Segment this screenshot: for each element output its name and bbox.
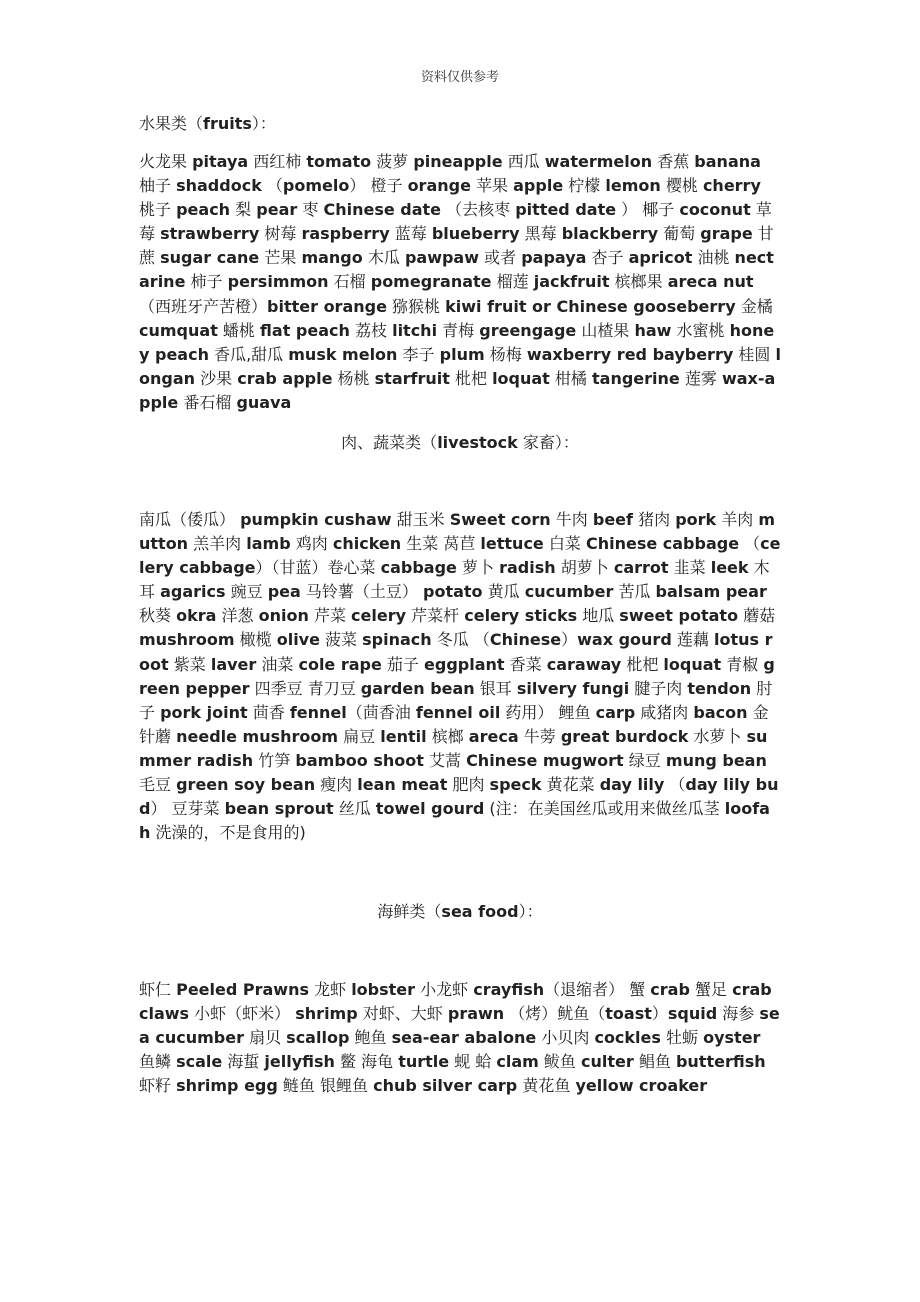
english-term: sugar cane [160,248,260,268]
english-term: sea cucumber [139,1004,780,1048]
english-term: mutton [139,510,776,554]
english-term: jellyfish [264,1052,335,1072]
english-term: shrimp egg [176,1076,278,1096]
english-term: cole rape [298,654,382,674]
english-term: guava [236,392,292,412]
english-term: yellow croaker [575,1076,708,1096]
seafood-heading-end: ）： [518,902,543,921]
english-term: okra [176,606,217,626]
english-term: garden bean [360,678,475,698]
english-term: Peeled Prawns [176,980,309,999]
english-term: agarics [160,582,226,602]
english-term: turtle [398,1052,450,1072]
english-term: day lily bud [139,775,779,819]
english-term: needle mushroom [176,726,339,746]
english-term: pork [675,510,717,529]
english-term: apple [513,176,564,196]
english-term: cucumber [524,582,614,602]
english-term: musk melon [288,344,398,364]
english-term: greengage [479,320,577,340]
english-term: Sweet corn [449,510,551,529]
english-term: leek [710,558,749,578]
english-term: waxberry red bayberry [526,344,734,364]
english-term: spinach [362,630,432,650]
english-term: jackfruit [533,272,610,292]
english-term: eggplant [424,654,505,674]
english-term: persimmon [227,272,329,292]
english-term: Chinese date [323,200,442,220]
english-term: blueberry [431,224,520,244]
english-term: cockles [594,1028,661,1048]
english-term: scallop [286,1028,350,1048]
english-term: loquat [663,654,722,674]
english-term: scale [176,1052,223,1072]
english-term: honey peach [139,320,775,364]
english-term: mango [301,248,363,268]
english-term: longan [139,344,781,388]
english-term: wax-apple [139,368,776,412]
english-term: Chinese mugwort [466,750,624,770]
english-term: Chinese cabbage [585,534,740,554]
seafood-heading-zh: 海鲜类（ [377,902,442,921]
english-term: pitaya [192,152,249,171]
seafood-heading-en: sea food [441,902,519,921]
english-term: butterfish [675,1052,766,1072]
english-term: chub silver carp [373,1076,518,1096]
english-term: pineapple [413,152,503,171]
english-term: nectarine [139,248,774,292]
english-term: summer radish [139,726,768,770]
english-term: crab [650,980,690,999]
english-term: green pepper [139,654,775,698]
english-term: shaddock [176,176,262,196]
english-term: chicken [332,534,402,554]
english-term: toast [605,1004,652,1024]
fruits-paragraph: 火龙果 pitaya 西红柿 tomato 菠萝 pineapple 西瓜 watermelon 香蕉 banana 柚子 shaddock （pomelo） 橙子 orange 苹果 apple 柠檬 lemon 樱桃 cherry 桃子 peach 梨 pear 枣 Chinese date （去核枣 pitted date ） 椰子 coconut 草莓 strawberry 树莓 raspberry 蓝莓 blueberry 黑莓 blackberry 葡萄 grape 甘蔗 sugar cane 芒果 mango 木瓜 pawpaw 或者 papaya 杏子 apricot 油桃 nectarine 柿子 persimmon 石榴 pomegranate 榴莲 jackfruit 槟榔果 areca nut （西班牙产苦橙）bitter orange 猕猴桃 kiwi fruit or Chinese gooseberry 金橘 cumquat 蟠桃 flat peach 荔枝 litchi 青梅 greengage 山楂果 haw 水蜜桃 honey peach 香瓜,甜瓜 musk melon 李子 plum 杨梅 waxberry red bayberry 桂圆 longan 沙果 crab apple 杨桃 starfruit 枇杷 loquat 柑橘 tangerine 莲雾 wax-apple 番石榴 guava [139,152,781,412]
english-term: mung bean [665,750,767,770]
english-term: beef [592,510,633,529]
english-term: pea [267,582,301,602]
english-term: culter [581,1052,634,1072]
english-term: loofah [139,799,770,843]
livestock-heading-end: 家畜）： [517,433,579,452]
english-term: coconut [679,200,751,220]
livestock-heading-en: livestock [437,433,518,452]
english-term: peach [176,200,231,220]
english-term: oyster [703,1028,761,1048]
english-term: watermelon [544,152,653,171]
english-term: strawberry [160,224,260,244]
english-term: Chinese [489,630,562,650]
english-term: kiwi fruit or Chinese gooseberry [445,296,736,316]
english-term: pomelo [282,176,350,196]
livestock-list [139,508,781,845]
seafood-paragraph: 虾仁 Peeled Prawns 龙虾 lobster 小龙虾 crayfish（退缩者） 蟹 crab 蟹足 crab claws 小虾（虾米） shrimp 对虾、大虾 prawn （烤）鱿鱼（toast）squid 海参 sea cucumber 扇贝 scallop 鲍鱼 sea-ear abalone 小贝肉 cockles 牡蛎 oyster 鱼鳞 scale 海蜇 jellyfish 鳖 海龟 turtle 蚬 蛤 clam 鲅鱼 culter 鲳鱼 butterfish 虾籽 shrimp egg 鲢鱼 银鲤鱼 chub silver carp 黄花鱼 yellow croaker [139,980,780,1096]
english-term: apricot [628,248,693,268]
english-term: orange [407,176,471,196]
english-term: crab apple [237,368,333,388]
livestock-heading [139,431,781,455]
fruits-heading [139,112,781,136]
seafood-heading [139,900,781,924]
seafood-list [139,978,781,1098]
english-term: speck [489,775,542,795]
english-term: fennel [289,702,347,722]
english-term: olive [276,630,320,650]
english-term: caraway [546,654,622,674]
english-term: bacon [693,702,748,722]
english-term: plum [439,344,485,364]
english-term: haw [634,320,672,340]
livestock-paragraph: 南瓜（倭瓜） pumpkin cushaw 甜玉米 Sweet corn 牛肉 beef 猪肉 pork 羊肉 mutton 羔羊肉 lamb 鸡肉 chicken 生菜 莴苣 lettuce 白菜 Chinese cabbage （celery cabbage）（甘蓝）卷心菜 cabbage 萝卜 radish 胡萝卜 carrot 韭菜 leek 木耳 agarics 豌豆 pea 马铃薯（土豆） potato 黄瓜 cucumber 苦瓜 balsam pear 秋葵 okra 洋葱 onion 芹菜 celery 芹菜杆 celery sticks 地瓜 sweet potato 蘑菇 mushroom 橄榄 olive 菠菜 spinach 冬瓜 （Chinese）wax gourd 莲藕 lotus root 紫菜 laver 油菜 cole rape 茄子 eggplant 香菜 caraway 枇杷 loquat 青椒 green pepper 四季豆 青刀豆 garden bean 银耳 silvery fungi 腱子肉 tendon 肘子 pork joint 茴香 fennel（茴香油 fennel oil 药用） 鲤鱼 carp 咸猪肉 bacon 金针蘑 needle mushroom 扁豆 lentil 槟榔 areca 牛蒡 great burdock 水萝卜 summer radish 竹笋 bamboo shoot 艾蒿 Chinese mugwort 绿豆 mung bean 毛豆 green soy bean 瘦肉 lean meat 肥肉 speck 黄花菜 day lily （day lily bud） 豆芽菜 bean sprout 丝瓜 towel gourd (注：在美国丝瓜或用来做丝瓜茎 loofah 洗澡的，不是食用的) [139,510,781,843]
english-term: prawn [447,1004,505,1024]
english-term: celery sticks [464,606,578,626]
english-term: lentil [380,726,427,746]
page-header: 资料仅供参考 [420,70,499,85]
english-term: bamboo shoot [295,750,424,770]
english-term: carp [595,702,636,722]
english-term: grape [700,224,753,244]
english-term: tangerine [592,368,680,388]
english-term: day lily [599,775,665,795]
fruits-heading-zh: 水果类（ [139,114,204,133]
english-term: towel gourd [375,799,485,819]
english-term: crab claws [139,980,772,1024]
livestock-heading-zh: 肉、蔬菜类（ [341,433,438,452]
english-term: radish [499,558,556,578]
english-term: great burdock [560,726,689,746]
english-term: pork joint [160,702,248,722]
english-term: papaya [521,248,587,268]
english-term: celery cabbage [139,534,781,578]
english-term: lamb [246,534,291,554]
fruits-heading-end: ）： [251,114,276,133]
english-term: carrot [613,558,669,578]
english-term: green soy bean [176,775,316,795]
english-term: cherry [702,176,761,196]
english-term: lotus root [139,630,773,674]
english-term: celery [351,606,407,626]
english-term: pomegranate [370,272,492,292]
english-term: tomato [306,152,372,171]
english-term: areca [468,726,519,746]
english-term: starfruit [374,368,450,388]
english-term: balsam pear [655,582,767,602]
english-term: bitter orange [267,296,387,316]
english-term: areca nut [667,272,754,292]
english-term: clam [496,1052,539,1072]
english-term: bean sprout [224,799,334,819]
fruits-list [139,150,781,415]
english-term: squid [667,1004,718,1024]
english-term: lean meat [357,775,448,795]
english-term: wax gourd [577,630,672,650]
english-term: laver [210,654,257,674]
english-term: pumpkin cushaw [240,510,392,529]
english-term: crayfish [473,980,545,999]
english-term: tendon [687,678,752,698]
english-term: fennel oil [415,702,501,722]
english-term: silvery fungi [516,678,630,698]
english-term: loquat [492,368,550,388]
english-term: raspberry [301,224,390,244]
english-term: shrimp [295,1004,358,1024]
english-term: sweet potato [619,606,739,626]
english-term: pitted date [515,200,617,220]
english-term: mushroom [139,630,235,650]
english-term: banana [694,152,761,171]
english-term: sea-ear abalone [391,1028,537,1048]
english-term: cumquat [139,320,218,340]
english-term: potato [423,582,483,602]
english-term: pear [256,200,298,220]
english-term: cabbage [380,558,457,578]
fruits-heading-en: fruits [203,114,252,133]
english-term: flat peach [260,320,350,340]
english-term: pawpaw [404,248,479,268]
english-term: blackberry [561,224,659,244]
english-term: litchi [392,320,438,340]
english-term: lobster [351,980,416,999]
english-term: lettuce [480,534,544,554]
english-term: lemon [605,176,661,196]
english-term: onion [258,606,309,626]
